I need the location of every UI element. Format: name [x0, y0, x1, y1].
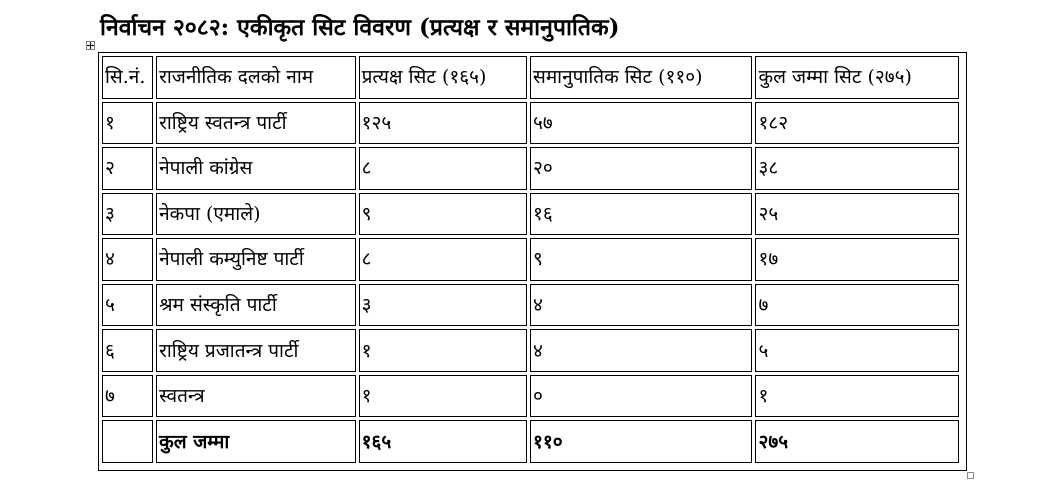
cell-direct-seats[interactable]: १ [359, 375, 527, 418]
header-cell-serial[interactable]: सि.नं. [102, 56, 153, 99]
cell-proportional-seats[interactable]: २० [530, 147, 753, 190]
cell-serial[interactable]: १ [102, 102, 153, 145]
cell-proportional-seats[interactable]: ४ [530, 284, 753, 327]
table-resize-icon[interactable] [967, 472, 974, 479]
cell-grand-total-seats[interactable]: २७५ [755, 420, 959, 463]
cell-total-seats[interactable]: ५ [755, 329, 959, 372]
cell-total-seats[interactable]: १७ [755, 238, 959, 281]
cell-proportional-seats[interactable]: ४ [530, 329, 753, 372]
cell-proportional-seats[interactable]: ९ [530, 238, 753, 281]
cell-direct-seats[interactable]: १२५ [359, 102, 527, 145]
table-row [102, 238, 959, 281]
cell-direct-seats[interactable]: ८ [359, 147, 527, 190]
cell-party[interactable]: राष्ट्रिय स्वतन्त्र पार्टी [156, 102, 355, 145]
cell-total-label[interactable]: कुल जम्मा [156, 420, 355, 463]
cell-direct-seats[interactable]: ९ [359, 193, 527, 236]
cell-total-seats[interactable]: २५ [755, 193, 959, 236]
cell-serial[interactable]: ७ [102, 375, 153, 418]
cell-direct-seats[interactable]: १ [359, 329, 527, 372]
cell-proportional-seats[interactable]: ० [530, 375, 753, 418]
cell-total-direct-seats[interactable]: १६५ [359, 420, 527, 463]
table-row [102, 375, 959, 418]
cell-total-seats[interactable]: ३८ [755, 147, 959, 190]
header-cell-proportional-seats[interactable]: समानुपातिक सिट (११०) [530, 56, 753, 99]
table-row [102, 193, 959, 236]
cell-total-proportional-seats[interactable]: ११० [530, 420, 753, 463]
cell-total-seats[interactable]: १ [755, 375, 959, 418]
cell-party[interactable]: राष्ट्रिय प्रजातन्त्र पार्टी [156, 329, 355, 372]
cell-serial[interactable]: २ [102, 147, 153, 190]
header-cell-direct-seats[interactable]: प्रत्यक्ष सिट (१६५) [359, 56, 527, 99]
cell-serial[interactable]: ४ [102, 238, 153, 281]
cell-direct-seats[interactable]: ८ [359, 238, 527, 281]
cell-total-seats[interactable]: १८२ [755, 102, 959, 145]
table-row [102, 102, 959, 145]
header-cell-total-seats[interactable]: कुल जम्मा सिट (२७५) [755, 56, 959, 99]
table-move-icon-glyph [87, 42, 94, 49]
table-header-row [102, 56, 959, 99]
cell-total-seats[interactable]: ७ [755, 284, 959, 327]
table-row [102, 147, 959, 190]
cell-serial[interactable]: ६ [102, 329, 153, 372]
cell-serial[interactable]: ५ [102, 284, 153, 327]
cell-direct-seats[interactable]: ३ [359, 284, 527, 327]
cell-serial[interactable]: ३ [102, 193, 153, 236]
seat-table [99, 53, 962, 466]
table-move-icon[interactable] [86, 41, 95, 50]
cell-party[interactable]: नेपाली कम्युनिष्ट पार्टी [156, 238, 355, 281]
cell-party[interactable]: नेकपा (एमाले) [156, 193, 355, 236]
document-title: निर्वाचन २०८२: एकीकृत सिट विवरण (प्रत्यक्ष र समानुपातिक) [100, 14, 620, 41]
seat-table-container [98, 52, 967, 471]
cell-serial[interactable] [102, 420, 153, 463]
header-cell-party[interactable]: राजनीतिक दलको नाम [156, 56, 355, 99]
cell-party[interactable]: स्वतन्त्र [156, 375, 355, 418]
cell-party[interactable]: नेपाली कांग्रेस [156, 147, 355, 190]
cell-proportional-seats[interactable]: ५७ [530, 102, 753, 145]
table-row [102, 284, 959, 327]
cell-party[interactable]: श्रम संस्कृति पार्टी [156, 284, 355, 327]
cell-proportional-seats[interactable]: १६ [530, 193, 753, 236]
table-total-row [102, 420, 959, 463]
table-row [102, 329, 959, 372]
